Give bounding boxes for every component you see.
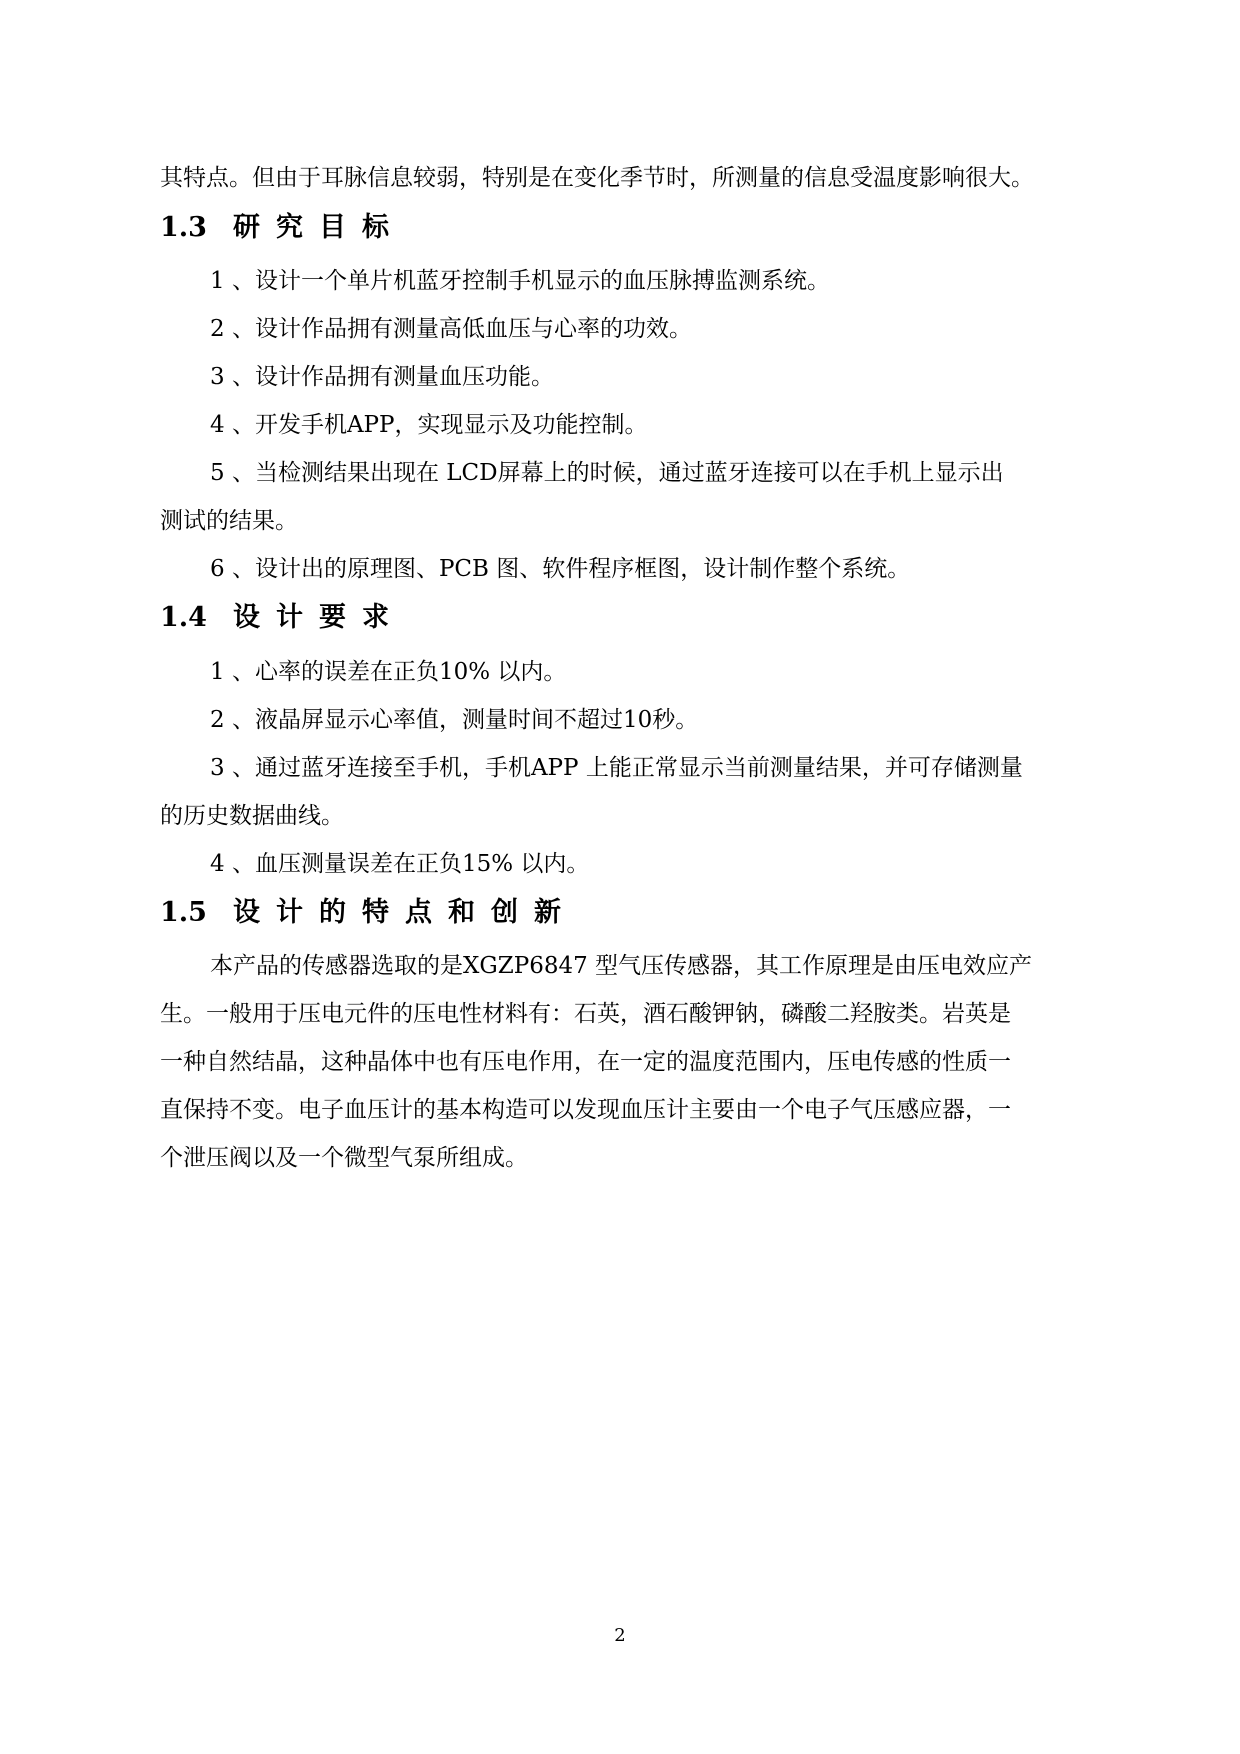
list-item: 1 、心率的误差在正负10% 以内。	[210, 659, 567, 685]
section-number: 1.4	[160, 602, 207, 633]
paragraph-line: 个泄压阀以及一个微型气泵所组成。	[160, 1145, 528, 1171]
list-item: 6 、设计出的原理图、PCB 图、软件程序框图，设计制作整个系统。	[210, 556, 911, 582]
paragraph-line: 一种自然结晶，这种晶体中也有压电作用，在一定的温度范围内，压电传感的性质一	[160, 1049, 1011, 1075]
section-heading-1-5	[160, 895, 577, 931]
list-item: 1 、设计一个单片机蓝牙控制手机显示的血压脉搏监测系统。	[210, 268, 830, 294]
intro-paragraph-line: 其特点。但由于耳脉信息较弱，特别是在变化季节时，所测量的信息受温度影响很大。	[160, 165, 1034, 191]
list-item: 2 、液晶屏显示心率值，测量时间不超过10秒。	[210, 707, 699, 733]
list-item: 3 、通过蓝牙连接至手机，手机APP 上能正常显示当前测量结果，并可存储测量	[210, 755, 1023, 781]
list-item-continuation: 测试的结果。	[160, 508, 298, 534]
paragraph-line: 直保持不变。电子血压计的基本构造可以发现血压计主要由一个电子气压感应器，一	[160, 1097, 1011, 1123]
section-heading-1-3	[160, 210, 405, 246]
list-item: 2 、设计作品拥有测量高低血压与心率的功效。	[210, 316, 692, 342]
list-item-continuation: 的历史数据曲线。	[160, 803, 344, 829]
section-title: 设计的特点和创新	[233, 897, 577, 928]
list-item: 4 、开发手机APP，实现显示及功能控制。	[210, 412, 648, 438]
section-number: 1.5	[160, 897, 207, 928]
paragraph-line: 生。一般用于压电元件的压电性材料有：石英，酒石酸钾钠，磷酸二羟胺类。岩英是	[160, 1001, 1011, 1027]
section-title: 设计要求	[233, 602, 405, 633]
section-heading-1-4	[160, 600, 405, 636]
list-item: 3 、设计作品拥有测量血压功能。	[210, 364, 554, 390]
section-title: 研究目标	[233, 212, 405, 243]
list-item: 4 、血压测量误差在正负15% 以内。	[210, 851, 590, 877]
page-number: 2	[614, 1625, 626, 1646]
list-item: 5 、当检测结果出现在 LCD屏幕上的时候，通过蓝牙连接可以在手机上显示出	[210, 460, 1004, 486]
section-number: 1.3	[160, 212, 207, 243]
paragraph-line: 本产品的传感器选取的是XGZP6847 型气压传感器，其工作原理是由压电效应产	[210, 953, 1033, 979]
